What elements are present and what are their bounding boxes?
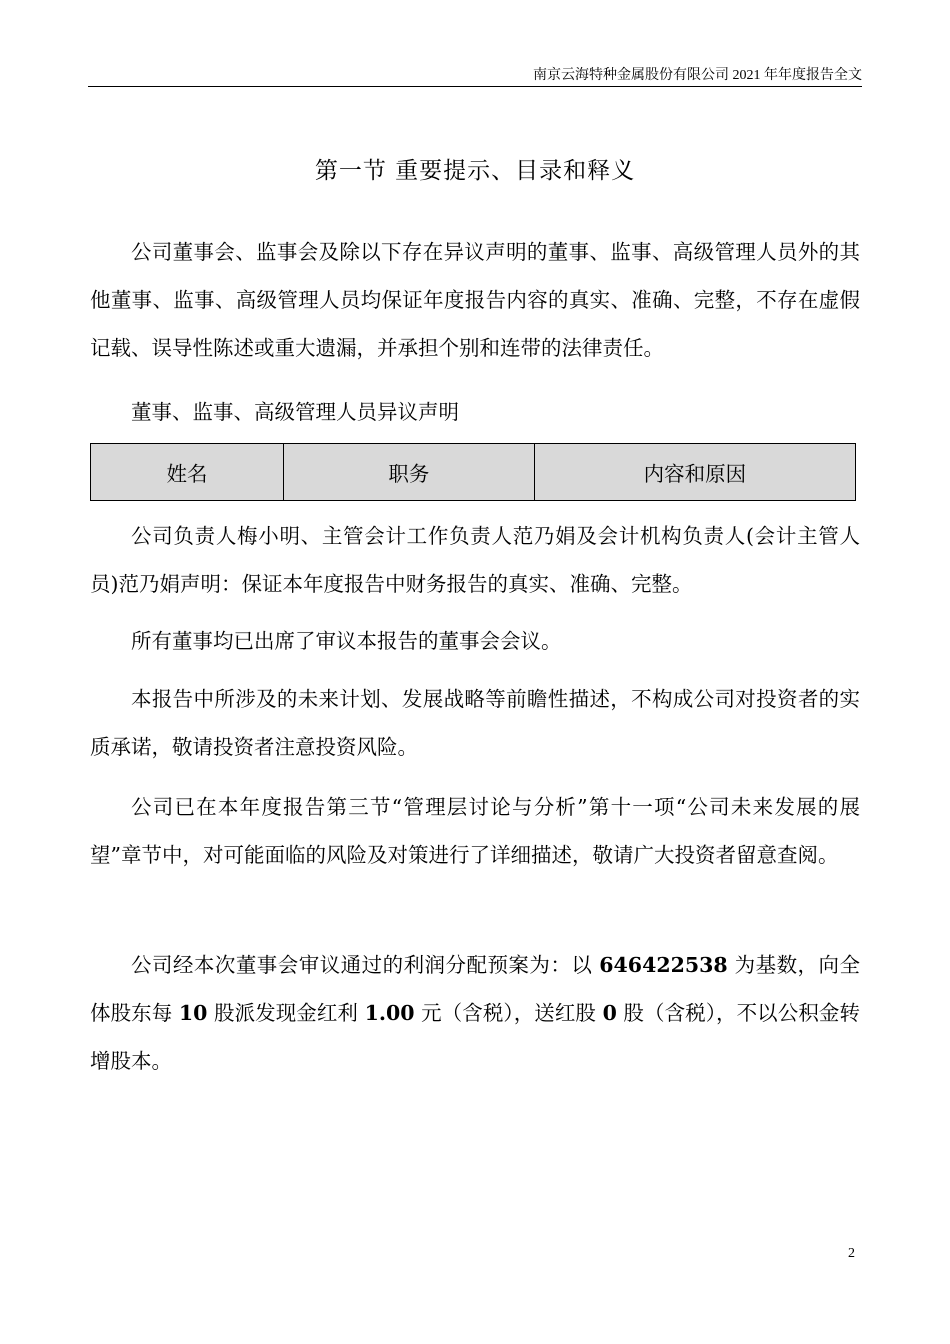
section-title: 第一节 重要提示、目录和释义: [314, 158, 636, 184]
dividend-text-5: 股（含税），不以公积金转增股本。: [90, 1001, 860, 1073]
header-rule: [88, 86, 862, 87]
objection-heading: 董事、监事、高级管理人员异议声明: [131, 400, 459, 424]
forward-looking-paragraph: 本报告中所涉及的未来计划、发展战略等前瞻性描述，不构成公司对投资者的实质承诺，敬请投资者注意投资风险。: [90, 687, 860, 759]
column-header-position: 职务: [284, 444, 535, 501]
running-header: 南京云海特种金属股份有限公司 2021 年年度报告全文: [533, 68, 862, 83]
dividend-text-4: 元（含税），送红股: [414, 1001, 603, 1025]
board-statement-paragraph: 公司董事会、监事会及除以下存在异议声明的董事、监事、高级管理人员外的其他董事、监事、高级管理人员均保证年度报告内容的真实、准确、完整，不存在虚假记载、误导性陈述或重大遗漏，并承担个别和连带的法律责任。: [90, 240, 860, 360]
dividend-paragraph: [90, 941, 860, 1085]
table-header-row: [91, 444, 856, 501]
risk-reference-paragraph: 公司已在本年度报告第三节“管理层讨论与分析”第十一项“公司未来发展的展望”章节中，对可能面临的风险及对策进行了详细描述，敬请广大投资者留意查阅。: [90, 795, 860, 867]
column-header-reason: 内容和原因: [534, 444, 855, 501]
dividend-text-3: 股派发现金红利: [207, 1001, 365, 1025]
dividend-share-base: 646422538: [599, 953, 728, 977]
page-number: 2: [848, 1246, 855, 1261]
attendance-paragraph: 所有董事均已出席了审议本报告的董事会会议。: [131, 629, 562, 653]
dividend-cash-amount: 1.00: [364, 1001, 415, 1025]
dividend-text-2: 为基数，向全体股东每: [90, 953, 860, 1025]
dividend-per-shares: 10: [178, 1001, 208, 1025]
dividend-bonus-shares: 0: [602, 1001, 617, 1025]
dividend-text-1: 公司经本次董事会审议通过的利润分配预案为：以: [131, 953, 600, 977]
column-header-name: 姓名: [91, 444, 284, 501]
financial-statement-paragraph: 公司负责人梅小明、主管会计工作负责人范乃娟及会计机构负责人(会计主管人员)范乃娟声明：保证本年度报告中财务报告的真实、准确、完整。: [90, 524, 860, 596]
objection-table: [90, 443, 856, 501]
